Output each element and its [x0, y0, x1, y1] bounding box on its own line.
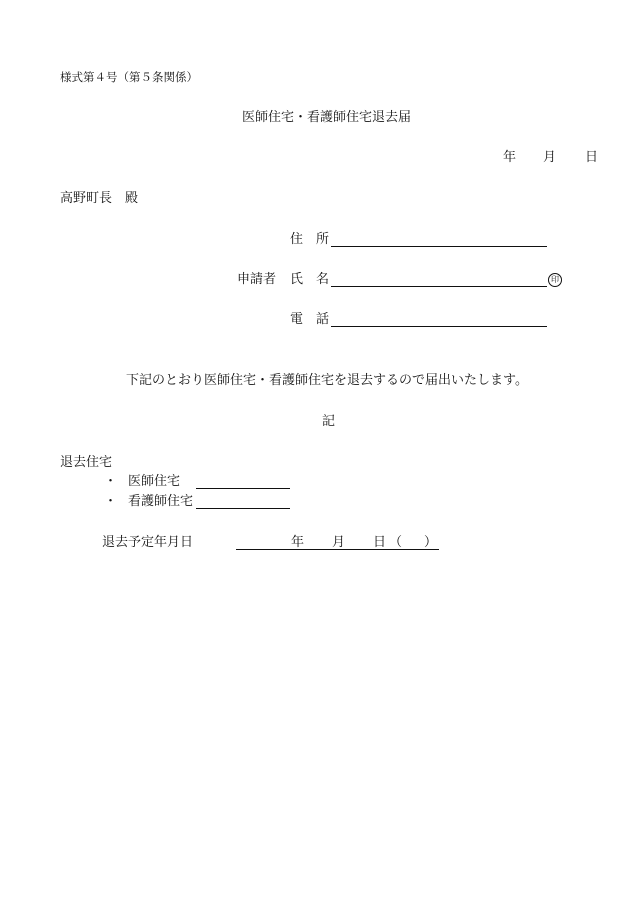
date-year-label: 年 [503, 150, 517, 165]
section-title: 退去住宅 [60, 455, 113, 470]
move-out-year-label: 年 [291, 535, 305, 550]
form-header: 様式第４号（第５条関係） [60, 70, 198, 84]
addressee: 高野町長 殿 [60, 191, 139, 206]
option-label-nurse-housing: 看護師住宅 [128, 494, 194, 509]
move-out-month-label: 月 [332, 535, 346, 550]
seal-mark [548, 272, 562, 288]
document-title: 医師住宅・看護師住宅退去届 [242, 110, 412, 125]
phone-field[interactable] [331, 312, 547, 332]
phone-underline [331, 312, 547, 327]
address-underline [331, 232, 547, 247]
phone-label: 電 話 [290, 312, 330, 327]
doctor-housing-underline [196, 474, 290, 489]
address-field[interactable] [331, 232, 547, 252]
statement-text: 下記のとおり医師住宅・看護師住宅を退去するので届出いたします。 [126, 373, 528, 388]
seal-icon: 印 [548, 273, 562, 287]
option-bullet: ・ [104, 474, 118, 489]
applicant-role-label: 申請者 [237, 272, 277, 287]
nurse-housing-field[interactable] [196, 494, 290, 514]
name-underline [331, 272, 547, 287]
weekday-close-paren: ） [424, 535, 438, 550]
nurse-housing-underline [196, 494, 290, 509]
date-month-label: 月 [543, 150, 557, 165]
move-out-day-label: 日 [373, 535, 387, 550]
option-label-doctor-housing: 医師住宅 [128, 474, 181, 489]
name-field[interactable] [331, 272, 547, 292]
move-out-date-label: 退去予定年月日 [102, 535, 194, 550]
name-label: 氏 名 [290, 272, 330, 287]
ki-heading: 記 [322, 414, 336, 429]
doctor-housing-field[interactable] [196, 474, 290, 494]
option-bullet: ・ [104, 494, 118, 509]
date-day-label: 日 [585, 150, 599, 165]
weekday-open-paren: （ [389, 535, 403, 550]
address-label: 住 所 [290, 232, 330, 247]
